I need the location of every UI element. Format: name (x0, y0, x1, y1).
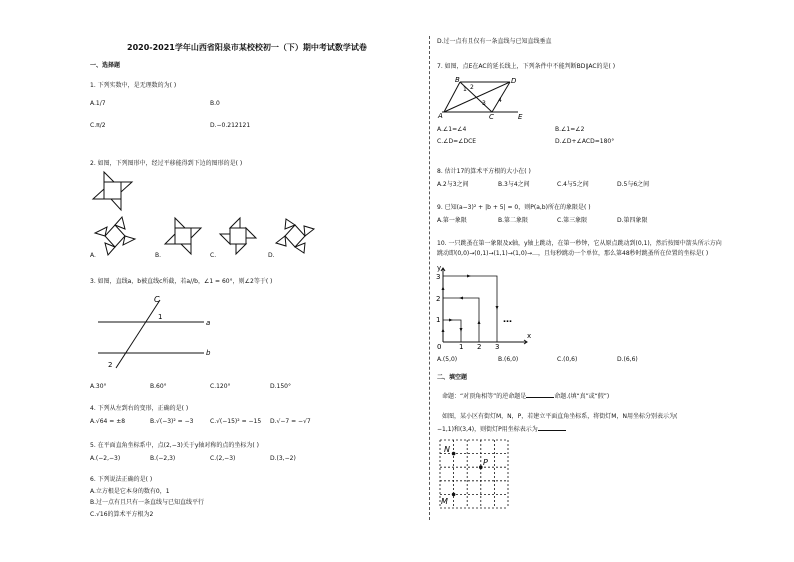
q7-label-a: A (438, 112, 443, 120)
q10-ellipsis: … (503, 315, 512, 325)
q3-opt-c: C.120° (210, 383, 231, 390)
q6-opt-b: B.过一点有且只有一条直线与已知直线平行 (90, 499, 205, 506)
q9-opt-d: D.第四象限 (617, 217, 648, 224)
column-divider (429, 36, 430, 520)
q2-main-figure (90, 170, 136, 212)
q10-tick-x3: 3 (495, 343, 500, 351)
q10-stem-line2: 跳动即(0,0)→(0,1)→(1,1)→(1,0)→…，且每秒跳动一个单位，那么第48秒时跳蚤所在位置的坐标是( ) (437, 250, 709, 257)
q8-opt-a: A.2与3之间 (437, 181, 469, 188)
q10-tick-y2: 2 (436, 295, 441, 303)
q3-opt-d: D.150° (270, 383, 291, 390)
q4-opt-c: C.√(−15)² = −15 (210, 418, 262, 425)
q1-opt-b: B.0 (210, 100, 220, 107)
q10-stem-line1: 10. 一只跳蚤在第一象限及x轴，y轴上跳动，在第一秒钟，它从原点跳动到(0,1)，然后按图中箭头所示方向 (437, 240, 722, 247)
fill2-text: −1,1)和(3,4)，则街灯P用坐标表示为 (437, 426, 538, 433)
q9-opt-b: B.第二象限 (498, 217, 529, 224)
q7-label-c: C (489, 113, 494, 121)
q3-figure (92, 292, 222, 372)
section-fill: 二、填空题 (437, 374, 468, 381)
section-choice: 一、选择题 (90, 62, 121, 69)
q2-stem: 2. 如图，下列图形中，经过平移能得到下边的图形的是( ) (90, 160, 243, 167)
q2-opt-c: C. (210, 252, 217, 259)
q7-angle-2: 2 (470, 84, 474, 91)
q1-stem: 1. 下列实数中，是无理数的为( ) (90, 82, 177, 89)
q10-axis-x: x (527, 332, 532, 340)
q5-opt-c: C.(2,−3) (210, 455, 236, 462)
q4-opt-a: A.√64 = ±8 (90, 418, 126, 425)
q1-opt-d: D.−0.212121 (210, 122, 251, 129)
q2-opt-b: B. (155, 252, 162, 259)
grid-label-m: M (441, 497, 448, 506)
q7-angle-1: 1 (463, 86, 467, 93)
q2-option-a-figure (92, 215, 138, 257)
q3-label-c: C (154, 295, 160, 304)
q6-opt-a: A.立方根是它本身的数有0，1 (90, 488, 170, 495)
q7-stem: 7. 如图，点E在AC的延长线上，下列条件中不能判断BD∥AC的是( ) (437, 63, 616, 70)
q3-stem: 3. 如图，直线a，b被直线c所截，若a//b，∠1 = 60°，则∠2等于( ) (90, 278, 273, 285)
q7-label-b: B (455, 76, 460, 84)
q7-figure (438, 74, 528, 120)
q2-opt-d: D. (268, 252, 275, 259)
q10-tick-x2: 2 (477, 343, 482, 351)
q1-opt-a: A.1/7 (90, 100, 106, 107)
q2-option-b-figure (160, 215, 206, 257)
fill2-line1: 如图，某小区有街灯M，N，P，若建立平面直角坐标系，将街灯M，N用坐标分别表示为( (442, 413, 678, 420)
page-title: 2020-2021学年山西省阳泉市某校校初一（下）期中考试数学试卷 (127, 43, 367, 52)
q6-opt-d: D.过一点有且仅有一条直线与已知直线垂直 (437, 38, 552, 45)
q5-opt-b: B.(−2,3) (150, 455, 176, 462)
q8-stem: 8. 估计17的算术平方根的大小在( ) (437, 168, 531, 175)
q7-angle-3: 3 (482, 100, 486, 107)
fill1-line (442, 391, 609, 401)
q8-opt-c: C.4与5之间 (557, 181, 589, 188)
fill1-prefix: 命题：“对顶角相等”的逆命题是 (442, 393, 527, 400)
q3-label-1: 1 (158, 313, 163, 321)
q10-figure (433, 262, 533, 352)
q3-opt-a: A.30° (90, 383, 107, 390)
fill2-line2 (437, 424, 566, 434)
fill2-grid-figure (438, 438, 510, 510)
q10-opt-b: B.(6,0) (498, 356, 519, 363)
q10-tick-y3: 3 (436, 273, 441, 281)
q8-opt-b: B.3与4之间 (498, 181, 530, 188)
q4-opt-d: D.√−7 = −√7 (270, 418, 311, 425)
q7-label-d: D (511, 77, 517, 85)
q7-label-e: E (518, 113, 523, 121)
q5-opt-a: A.(−2,−3) (90, 455, 121, 462)
q6-stem: 6. 下列说法正确的是( ) (90, 476, 153, 483)
q5-opt-d: D.(3,−2) (270, 455, 296, 462)
q3-opt-b: B.60° (150, 383, 167, 390)
q6-opt-c: C.√16的算术平方根为2 (90, 511, 154, 518)
q10-tick-x1: 1 (459, 343, 464, 351)
q4-opt-b: B.√(−3)² = −3 (150, 418, 194, 425)
q8-opt-d: D.5与6之间 (617, 181, 650, 188)
q7-opt-d: D.∠D+∠ACD=180° (555, 138, 615, 145)
q2-option-d-figure (272, 215, 318, 257)
fill1-suffix: 命题.(填“真”或“假”) (554, 393, 610, 400)
q2-opt-a: A. (90, 252, 96, 259)
q7-opt-a: A.∠1=∠4 (437, 126, 467, 133)
q7-opt-b: B.∠1=∠2 (555, 126, 585, 133)
q10-axis-y: y (437, 264, 442, 272)
fill2-blank[interactable] (538, 424, 566, 431)
q9-opt-a: A.第一象限 (437, 217, 467, 224)
fill1-blank[interactable] (526, 391, 554, 398)
q9-opt-c: C.第三象限 (557, 217, 588, 224)
q9-stem: 9. 已知(a−3)² + |b + 5| = 0，则P(a,b)所在的象限是( ) (437, 204, 591, 211)
q10-opt-c: C.(0,6) (557, 356, 578, 363)
q10-origin: 0 (437, 343, 442, 351)
q1-opt-c: C.π/2 (90, 122, 106, 129)
q3-label-2: 2 (108, 361, 113, 369)
q7-angle-4: 4 (498, 97, 502, 104)
q10-opt-a: A.(5,0) (437, 356, 458, 363)
grid-label-p: P (483, 458, 488, 467)
q2-option-c-figure (215, 215, 261, 257)
q3-label-b: b (206, 349, 211, 357)
q4-stem: 4. 下列从左到右的变形，正确的是( ) (90, 405, 189, 412)
q5-stem: 5. 在平面直角坐标系中，点(2,−3)关于y轴对称的点的坐标为( ) (90, 442, 260, 449)
q7-opt-c: C.∠D=∠DCE (437, 138, 477, 145)
q10-opt-d: D.(6,6) (617, 356, 638, 363)
q10-tick-y1: 1 (436, 316, 441, 324)
grid-label-n: N (444, 445, 450, 454)
q3-label-a: a (206, 319, 211, 327)
